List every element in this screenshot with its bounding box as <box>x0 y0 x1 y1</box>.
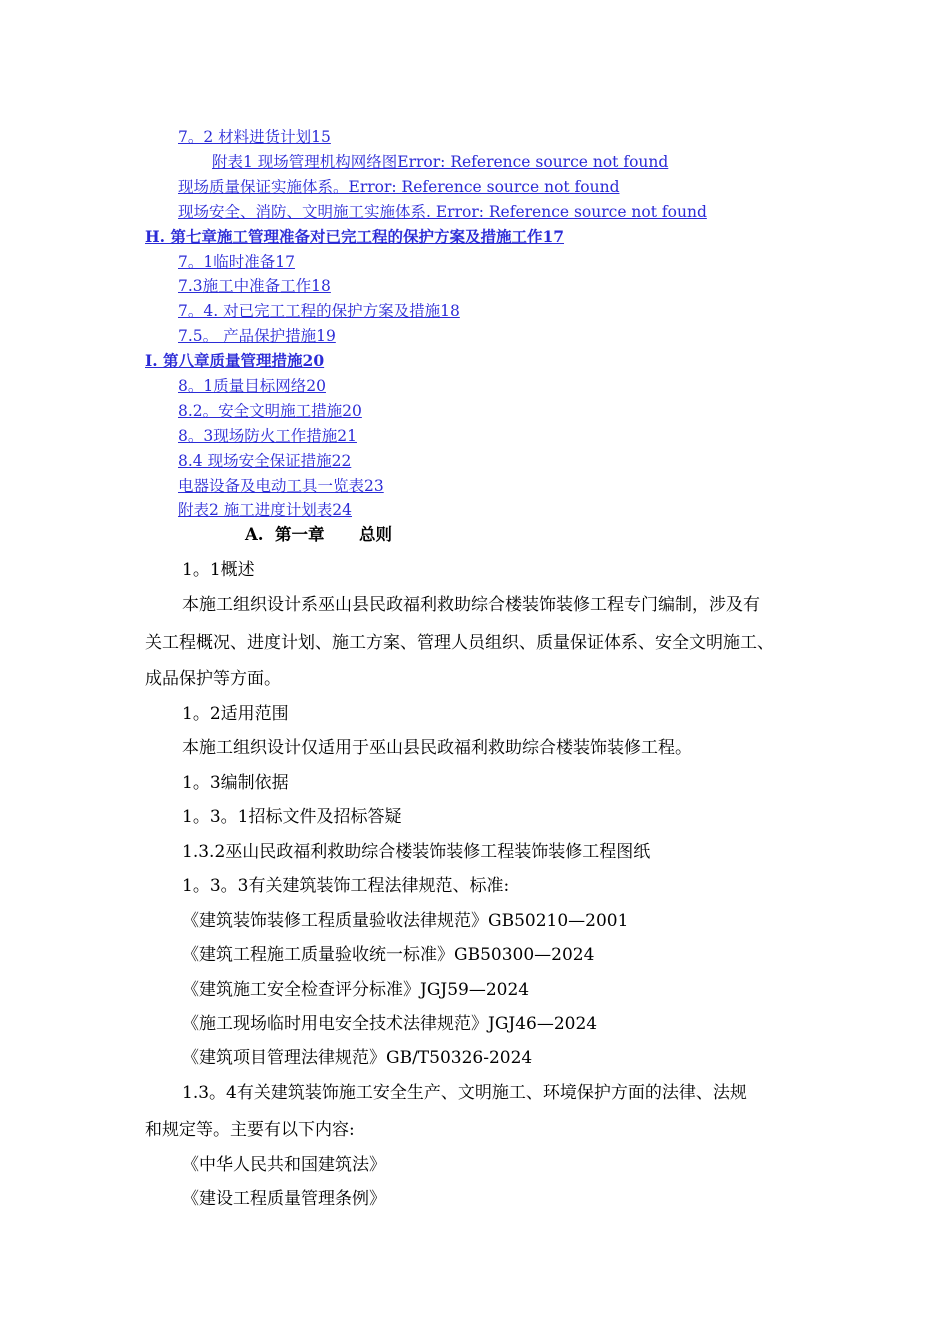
toc-entry-8-4[interactable]: 8.4 现场安全保证措施22 <box>178 452 352 470</box>
toc-entry-equipment-list[interactable]: 电器设备及电动工具一览表23 <box>178 477 384 495</box>
toc-entry-8-3[interactable]: 8。3现场防火工作措施21 <box>178 427 357 445</box>
standard-item: 《建筑施工安全检查评分标准》JGJ59—2024 <box>182 980 530 1000</box>
paragraph-line: 和规定等。主要有以下内容: <box>145 1120 355 1140</box>
chapter-heading: A. 第一章 总则 <box>245 525 393 544</box>
section-heading-1-3: 1。3编制依据 <box>182 773 289 793</box>
toc-entry-appendix-1[interactable]: 附表1 现场管理机构网络图Error: Reference source not found <box>212 153 669 171</box>
toc-entry-8-2[interactable]: 8.2。安全文明施工措施20 <box>178 402 362 420</box>
section-heading-1-1: 1。1概述 <box>182 560 255 580</box>
subsection-1-3-4: 1.3。4有关建筑装饰施工安全生产、文明施工、环境保护方面的法律、法规 <box>182 1083 747 1103</box>
subsection-1-3-3: 1。3。3有关建筑装饰工程法律规范、标准: <box>182 876 510 896</box>
toc-entry-quality-system[interactable]: 现场质量保证实施体系。Error: Reference source not found <box>178 178 620 196</box>
toc-entry-chapter-8[interactable]: I. 第八章质量管理措施20 <box>145 351 325 370</box>
toc-entry-7-3[interactable]: 7.3施工中准备工作18 <box>178 277 331 295</box>
toc-entry-safety-system[interactable]: 现场安全、消防、文明施工实施体系. Error: Reference source not found <box>178 203 707 221</box>
toc-entry-7-2[interactable]: 7。2 材料进货计划15 <box>178 128 331 146</box>
toc-entry-7-5[interactable]: 7.5。 产品保护措施19 <box>178 327 336 345</box>
toc-entry-chapter-7[interactable]: H. 第七章施工管理准备对已完工程的保护方案及措施工作17 <box>145 227 565 246</box>
law-item: 《建设工程质量管理条例》 <box>182 1189 386 1209</box>
standard-item: 《建筑装饰装修工程质量验收法律规范》GB50210—2001 <box>182 911 629 931</box>
toc-entry-7-4[interactable]: 7。4. 对已完工工程的保护方案及措施18 <box>178 302 460 320</box>
standard-item: 《建筑工程施工质量验收统一标准》GB50300—2024 <box>182 945 595 965</box>
toc-entry-appendix-2[interactable]: 附表2 施工进度计划表24 <box>178 501 353 519</box>
subsection-1-3-2: 1.3.2巫山民政福利救助综合楼装饰装修工程装饰装修工程图纸 <box>182 842 651 862</box>
toc-entry-8-1[interactable]: 8。1质量目标网络20 <box>178 377 326 395</box>
standard-item: 《施工现场临时用电安全技术法律规范》JGJ46—2024 <box>182 1014 598 1034</box>
subsection-1-3-1: 1。3。1招标文件及招标答疑 <box>182 807 402 827</box>
paragraph-line: 关工程概况、进度计划、施工方案、管理人员组织、质量保证体系、安全文明施工、 <box>145 633 774 653</box>
standard-item: 《建筑项目管理法律规范》GB/T50326-2024 <box>182 1048 533 1068</box>
paragraph-line: 成品保护等方面。 <box>145 669 281 689</box>
paragraph-line: 本施工组织设计仅适用于巫山县民政福利救助综合楼装饰装修工程。 <box>182 738 692 758</box>
section-heading-1-2: 1。2适用范围 <box>182 704 289 724</box>
law-item: 《中华人民共和国建筑法》 <box>182 1155 386 1175</box>
toc-entry-7-1[interactable]: 7。1临时准备17 <box>178 253 295 271</box>
paragraph-line: 本施工组织设计系巫山县民政福利救助综合楼装饰装修工程专门编制，涉及有 <box>182 595 760 615</box>
